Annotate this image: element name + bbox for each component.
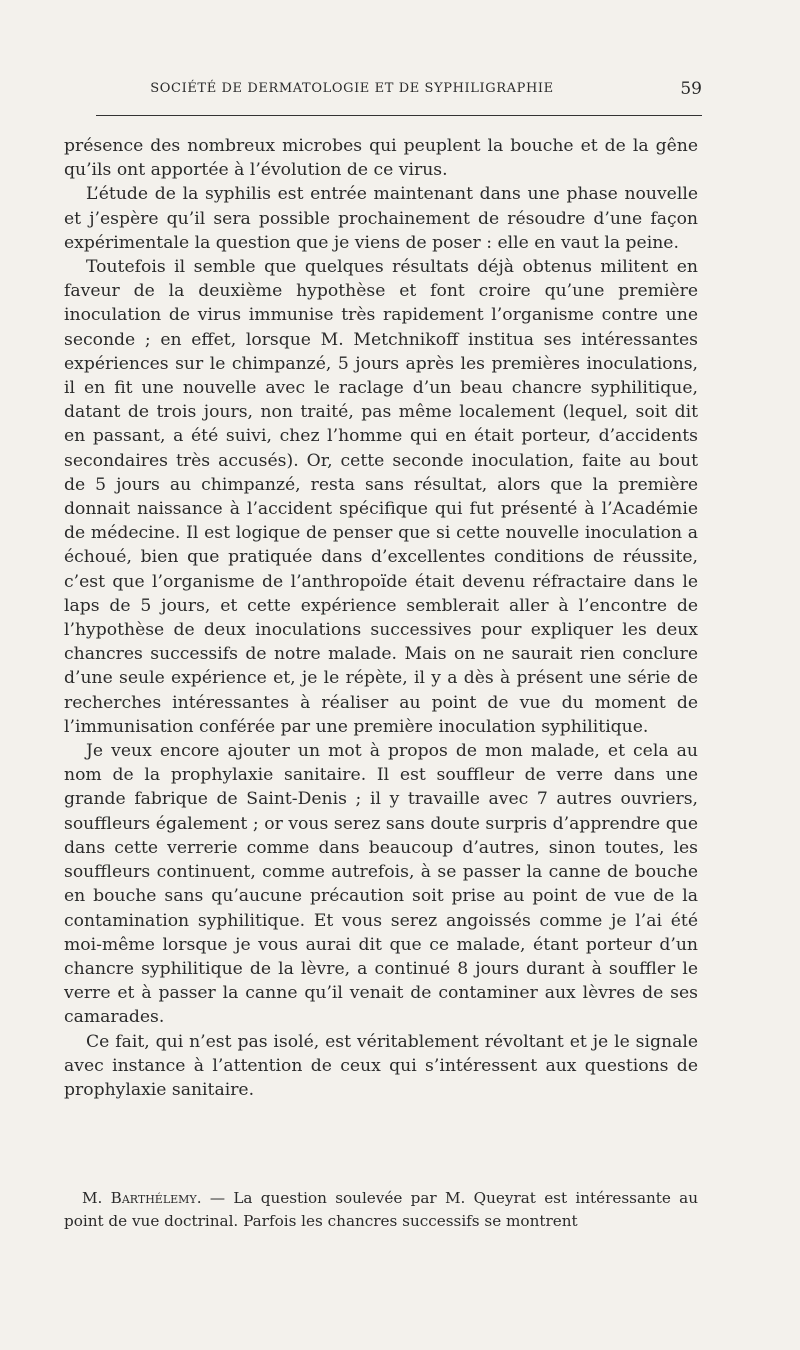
paragraph-continued: présence des nombreux microbes qui peuplent la bouche et de la gêne qu’ils ont apportée à l’évolution de ce virus. <box>64 136 698 181</box>
page-number: 59 <box>680 79 702 99</box>
paragraph: Je veux encore ajouter un mot à propos de mon malade, et cela au nom de la prophylaxie sanitaire. Il est souffleur de verre dans une grande fabrique de Saint-Denis ; il y travaille avec 7 autres ouvriers, souffleurs également ; or vous serez sans doute surpris d’apprendre que dans cette verrerie comme dans beaucoup d’autres, sinon toutes, les souffleurs continuent, comme autrefois, à se passer la canne de bouche en bouche sans qu’aucune précaution soit prise au point de vue de la contamination syphilitique. Et vous serez angoissés comme je l’ai été moi-même lorsque je vous aurai dit que ce malade, étant porteur d’un chancre syphilitique de la lèvre, a continué 8 jours durant à souffler le verre et à passer la canne qu’il venait de contaminer aux lèvres de ses camarades. <box>64 741 698 1028</box>
discussion-paragraph <box>64 1187 698 1233</box>
running-head <box>62 78 702 100</box>
body-text <box>64 134 698 1102</box>
header-rule <box>96 115 702 116</box>
discussion-text: — La question soulevée par M. Queyrat est intéressante au point de vue doctrinal. Parfois les chancres successifs se montrent <box>64 1189 699 1230</box>
discussion-section <box>64 1187 698 1233</box>
running-title: SOCIÉTÉ DE DERMATOLOGIE ET DE SYPHILIGRAPHIE <box>150 81 554 96</box>
paragraph: Ce fait, qui n’est pas isolé, est véritablement révoltant et je le signale avec instance à l’attention de ceux qui s’intéressent aux questions de prophylaxie sanitaire. <box>64 1031 698 1100</box>
paragraph: L’étude de la syphilis est entrée maintenant dans une phase nouvelle et j’espère qu’il sera possible prochainement de résoudre d’une façon expérimentale la question que je viens de poser : elle en vaut la peine. <box>64 184 698 253</box>
paragraph: Toutefois il semble que quelques résultats déjà obtenus militent en faveur de la deuxième hypothèse et font croire qu’une première inoculation de virus immunise très rapidement l’organisme contre une seconde ; en effet, lorsque M. Metchnikoff institua ses intéressantes expériences sur le chimpanzé, 5 jours après les premières inoculations, il en fit une nouvelle avec le raclage d’un beau chancre syphilitique, datant de trois jours, non traité, pas même localement (lequel, soit dit en passant, a été suivi, chez l’homme qui en était porteur, d’accidents secondaires très accusés). Or, cette seconde inoculation, faite au bout de 5 jours au chimpanzé, resta sans résultat, alors que la première donnait naissance à l’accident spécifique qui fut présenté à l’Académie de médecine. Il est logique de penser que si cette nouvelle inoculation a échoué, bien que pratiquée dans d’excellentes conditions de réussite, c’est que l’organisme de l’anthropoïde était devenu réfractaire dans le laps de 5 jours, et cette expérience semblerait aller à l’encontre de l’hypothèse de deux inoculations successives pour expliquer les deux chancres successifs de notre malade. Mais on ne saurait rien conclure d’une seule expérience et, je le répète, il y a dès à présent une série de recherches intéressantes à réaliser au point de vue du moment de l’immunisation conférée par une première inoculation syphilitique. <box>64 257 698 737</box>
speaker-name: M. Barthélemy. <box>82 1189 202 1207</box>
